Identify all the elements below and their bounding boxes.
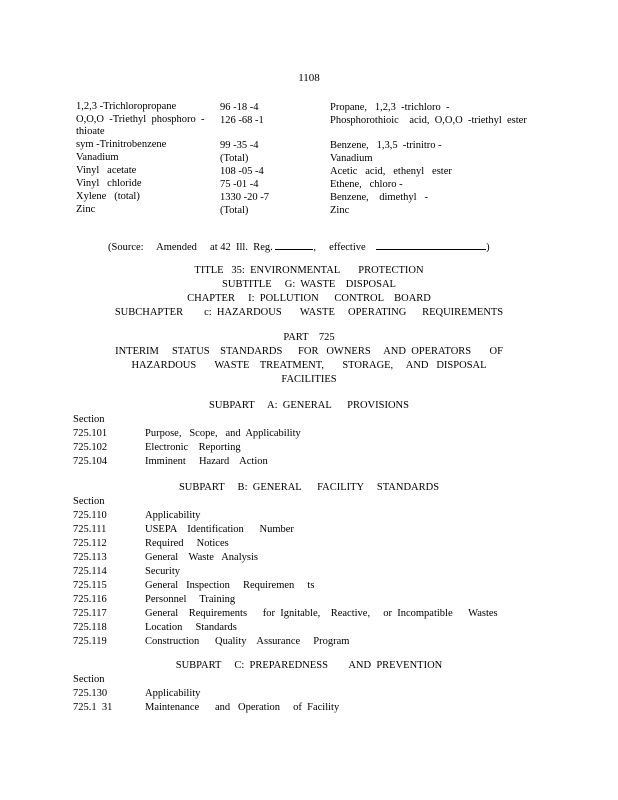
cas-number: (Total) [220, 153, 249, 164]
section-title: Maintenance and Operation of Facility [145, 702, 340, 713]
chemical-row [76, 191, 546, 204]
section-title: Location Standards [145, 622, 237, 633]
section-number: 725.115 [73, 580, 107, 591]
register-page-blank [275, 239, 313, 250]
chemical-name: Vinyl acetate [76, 165, 137, 176]
chemical-synonym: Vanadium [330, 153, 373, 164]
section-number: 725.118 [73, 622, 107, 633]
subpart-b-heading: SUBPART B: GENERAL FACILITY STANDARDS [178, 482, 440, 493]
source-prefix: (Source: Amended at 42 Ill. Reg. [108, 242, 273, 253]
chemical-synonym: Benzene, dimethyl - [330, 192, 428, 203]
effective-date-blank [376, 239, 486, 250]
page-number: 1108 [298, 72, 320, 84]
section-title: Construction Quality Assurance Program [145, 636, 350, 647]
chemical-synonym: Zinc [330, 205, 350, 216]
source-effective: effective [329, 242, 366, 253]
section-title: Purpose, Scope, and Applicability [145, 428, 301, 439]
chemical-name: Vinyl chloride [76, 178, 142, 189]
section-title: USEPA Identification Number [145, 524, 294, 535]
part-title-line-3: FACILITIES [281, 374, 337, 385]
section-number: 725.114 [73, 566, 107, 577]
source-comma: , [313, 242, 317, 253]
section-title: General Waste Analysis [145, 552, 258, 563]
section-number: 725.117 [73, 608, 107, 619]
chemical-row [76, 204, 546, 217]
section-number: 725.130 [73, 688, 108, 699]
chemical-row [76, 178, 546, 191]
chemical-name: 1,2,3 -Trichloropropane [76, 101, 177, 112]
section-title: Security [145, 566, 180, 577]
cas-number: 75 -01 -4 [220, 179, 259, 190]
chemical-row [76, 139, 546, 152]
section-number: 725.1 31 [73, 702, 113, 713]
section-number: 725.104 [73, 456, 108, 467]
cas-number: (Total) [220, 205, 249, 216]
source-suffix: ) [486, 242, 490, 253]
section-title: General Requirements for Ignitable, Reactive, or Incompatible Wastes [145, 608, 498, 619]
subtitle-heading: SUBTITLE G: WASTE DISPOSAL [222, 279, 396, 290]
part-title-line-2: HAZARDOUS WASTE TREATMENT, STORAGE, AND DISPOSAL [131, 360, 487, 371]
section-number: 725.119 [73, 636, 107, 647]
section-title: Applicability [145, 688, 201, 699]
chemical-name: O,O,O -Triethyl phosphoro - thioate [76, 114, 210, 137]
chemical-row [76, 152, 546, 165]
cas-number: 99 -35 -4 [220, 140, 259, 151]
section-title: Required Notices [145, 538, 229, 549]
cas-number: 96 -18 -4 [220, 102, 259, 113]
section-number: 725.116 [73, 594, 107, 605]
chemical-synonym: Benzene, 1,3,5 -trinitro - [330, 140, 442, 151]
chapter-heading: CHAPTER I: POLLUTION CONTROL BOARD [187, 293, 431, 304]
section-number: 725.110 [73, 510, 107, 521]
chemical-name: Zinc [76, 204, 96, 215]
chemical-row [76, 114, 546, 139]
part-heading: PART 725 [283, 332, 335, 343]
document-page: 1108 1,2,3 -Trichloropropane 96 -18 -4 Propane, 1,2,3 -trichloro - O,O,O -Triethyl phosphoro - thioate 126 -68 -1 Phosphorothioic acid, O,O,O -triethyl ester sym -Trinitrobenzene 99 -35 -4 Benzene, 1,3,5 -trinitro - Vanadium (Total) Vanadium Vinyl acetate 108 -05 -4 Acetic acid, ethenyl ester Vinyl chloride 75 -01 -4 Ethene, chloro - Xylene (total) 1330 -20 -7 Benzene, dimethyl - Zinc (Total) Zinc (Source: Amended at 42 Ill. Reg. , effective ) TITLE 35: ENVIRONMENTAL PROTECTION SUBTITLE G: WASTE DISPOSAL CHAPTER I: POLLUTION CONTROL BOARD SUBCHAPTER c: HAZARDOUS WASTE OPERATING REQUIREMENTS PART 725 INTERIM STATUS STANDARDS FOR OWNERS AND OPERATORS OF HAZARDOUS WASTE TREATMENT, STORAGE, AND DISPOSAL FACILITIES SUBPART A: GENERAL PROVISIONS Section 725.101 Purpose, Scope, and Applicability 725.102 Electronic Reporting 725.104 Imminent Hazard Action SUBPART B: GENERAL FACILITY STANDARDS Section 725.110 Applicability 725.111 USEPA Identification Number 725.112 Required Notices 725.113 General Waste Analysis 725.114 Security 725.115 General Inspection Requiremen ts 725.116 Personnel Training 725.117 General Requirements for Ignitable, Reactive, or Incompatible Wastes 725.118 Location Standards 725.119 Construction Quality Assurance Program SUBPART C: PREPAREDNESS AND PREVENTION Section 725.130 Applicability 725.1 31 Maintenance and Operation of Facility [0, 0, 618, 800]
cas-number: 1330 -20 -7 [220, 192, 269, 203]
part-title-line-1: INTERIM STATUS STANDARDS FOR OWNERS AND OPERATORS OF [115, 346, 503, 357]
chemical-name: sym -Trinitrobenzene [76, 139, 167, 150]
chemical-table [76, 101, 546, 217]
chemical-row [76, 101, 546, 114]
section-number: 725.102 [73, 442, 108, 453]
subpart-c-heading: SUBPART C: PREPAREDNESS AND PREVENTION [175, 660, 443, 671]
chemical-synonym: Phosphorothioic acid, O,O,O -triethyl ester [330, 115, 527, 126]
section-number: 725.111 [73, 524, 107, 535]
cas-number: 126 -68 -1 [220, 115, 264, 126]
section-title: Applicability [145, 510, 201, 521]
section-title: General Inspection Requiremen ts [145, 580, 315, 591]
section-number: 725.101 [73, 428, 108, 439]
chemical-name: Vanadium [76, 152, 119, 163]
subchapter-heading: SUBCHAPTER c: HAZARDOUS WASTE OPERATING REQUIREMENTS [114, 307, 504, 318]
chemical-synonym: Propane, 1,2,3 -trichloro - [330, 102, 450, 113]
chemical-synonym: Acetic acid, ethenyl ester [330, 166, 452, 177]
section-title: Electronic Reporting [145, 442, 241, 453]
source-note [108, 239, 490, 253]
section-title: Imminent Hazard Action [145, 456, 268, 467]
chemical-row [76, 165, 546, 178]
section-number: 725.112 [73, 538, 107, 549]
title-heading: TITLE 35: ENVIRONMENTAL PROTECTION [194, 265, 424, 276]
chemical-name: Xylene (total) [76, 191, 140, 202]
section-number: 725.113 [73, 552, 107, 563]
cas-number: 108 -05 -4 [220, 166, 264, 177]
chemical-synonym: Ethene, chloro - [330, 179, 403, 190]
subpart-a-heading: SUBPART A: GENERAL PROVISIONS [209, 400, 409, 411]
section-title: Personnel Training [145, 594, 236, 605]
